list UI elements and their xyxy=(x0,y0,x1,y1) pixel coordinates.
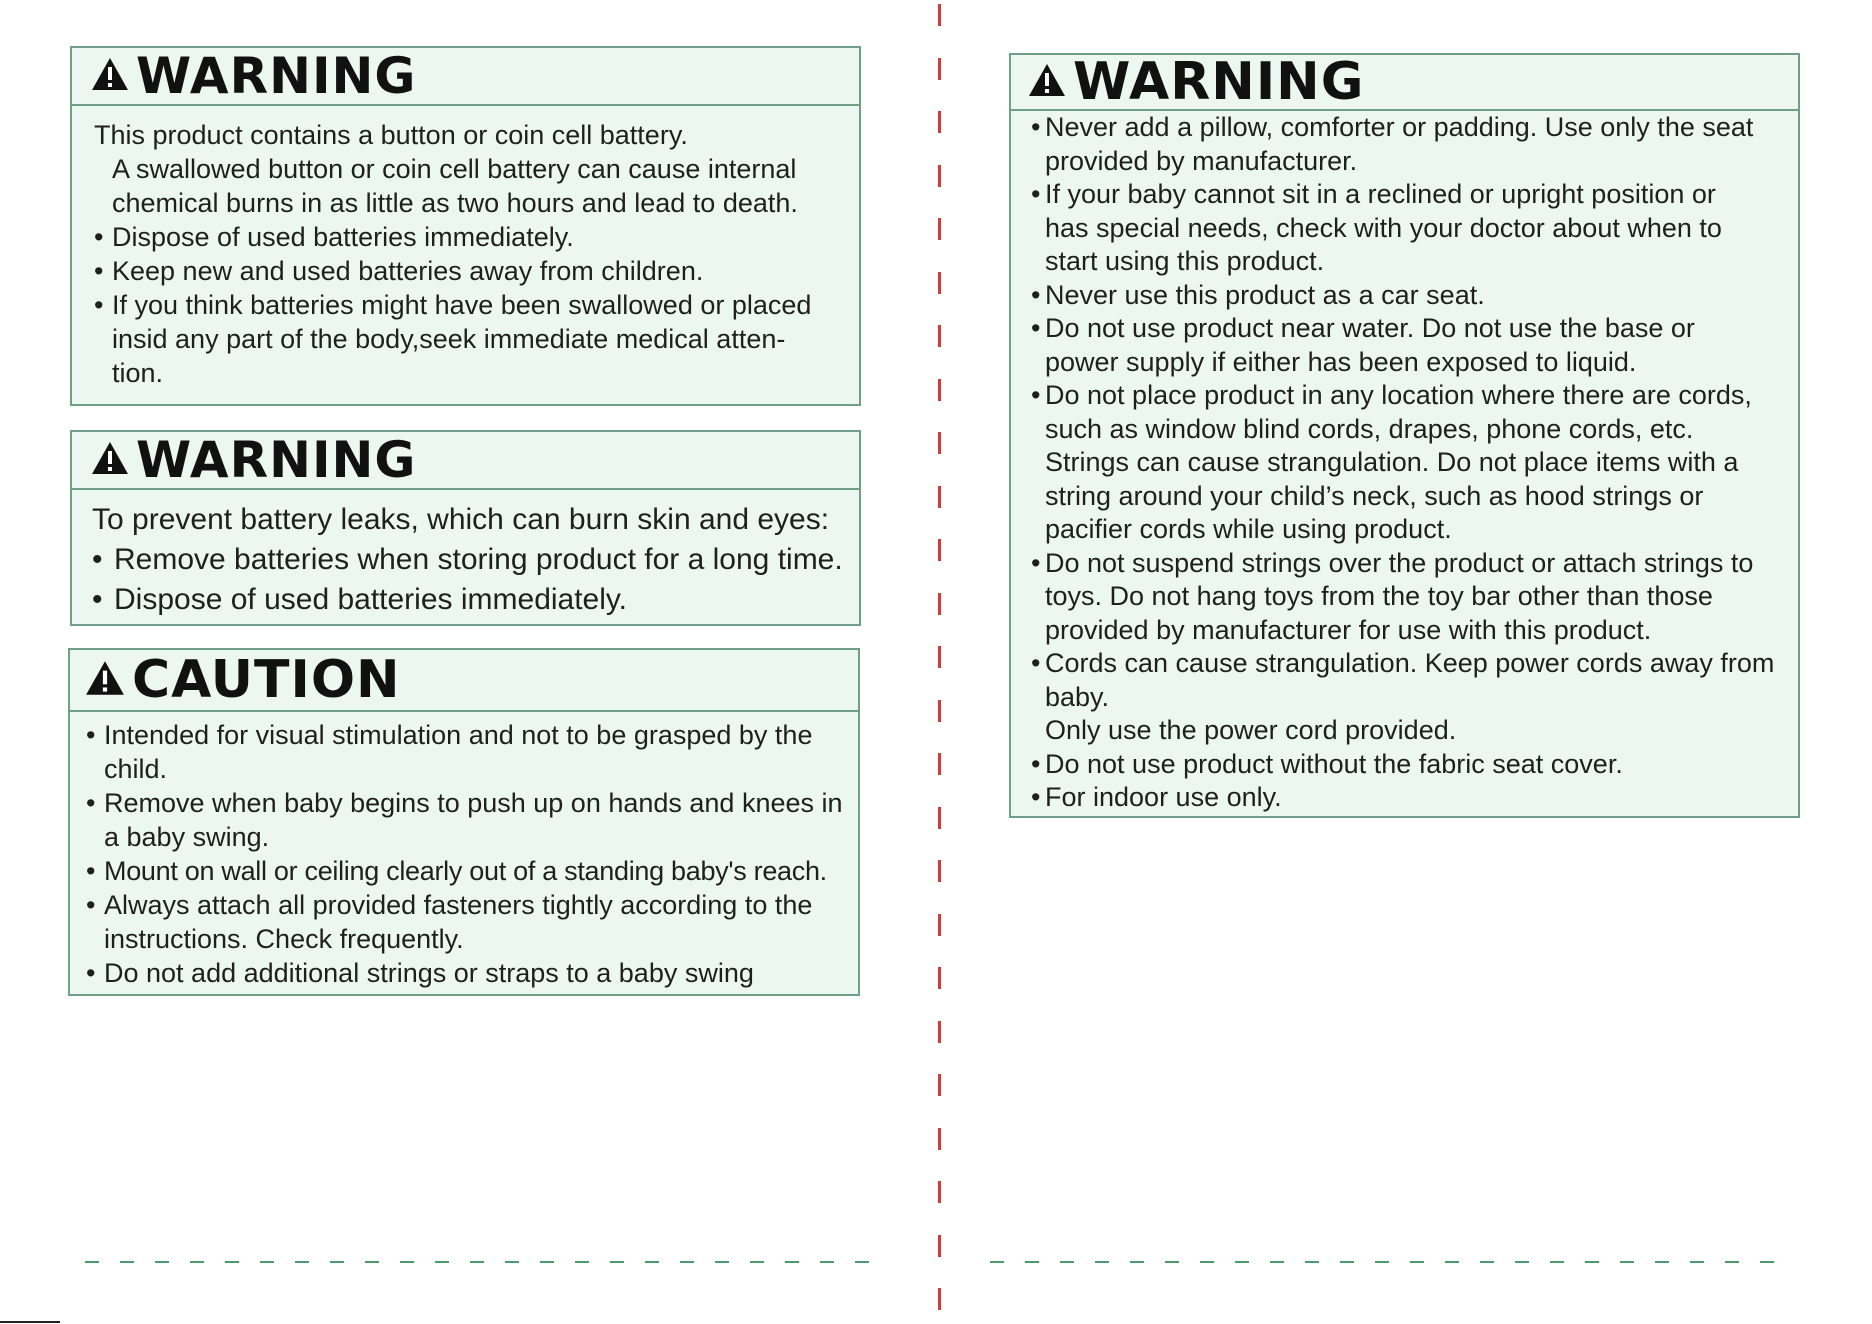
warning-title: WARNING xyxy=(136,431,417,489)
cut-line-dash xyxy=(85,1261,99,1263)
list-item-text: has special needs, check with your doctor about when to xyxy=(1045,212,1722,243)
cut-line-dash xyxy=(1515,1261,1529,1263)
cut-line-dash xyxy=(680,1261,694,1263)
list-item-text: Strings can cause strangulation. Do not place items with a xyxy=(1045,447,1739,477)
fold-line-dash xyxy=(938,486,941,508)
fold-line-dash xyxy=(938,1074,941,1096)
list-item: • Keep new and used batteries away from children. xyxy=(94,254,859,288)
cut-line-dash xyxy=(785,1261,799,1263)
warning-body xyxy=(1011,111,1798,815)
list-item: • Dispose of used batteries immediately. xyxy=(94,220,859,254)
cut-line-dash xyxy=(1375,1261,1389,1263)
fold-line-dash xyxy=(938,914,941,936)
list-item: • If you think batteries might have been swallowed or placed insid any part of the body,seek immediate medical atten- tion. xyxy=(94,288,859,390)
warning-body xyxy=(72,106,859,390)
caution-title: CAUTION xyxy=(132,650,401,710)
list-item-text: Remove batteries when storing product for a long time. xyxy=(114,543,843,576)
fold-line-dash xyxy=(938,593,941,615)
cut-line-dash xyxy=(225,1261,239,1263)
cut-line-dash xyxy=(540,1261,554,1263)
list-item: • Never add a pillow, comforter or padding. Use only the seat provided by manufacturer. xyxy=(1031,111,1798,178)
list-item-text: insid any part of the body,seek immediate medical atten- xyxy=(112,324,786,354)
cut-line-dash xyxy=(1725,1261,1739,1263)
list-item-text: string around your child’s neck, such as hood strings or xyxy=(1045,480,1704,511)
list-item: • Do not use product near water. Do not use the base or power supply if either has been exposed to liquid. xyxy=(1031,312,1798,379)
warning-triangle-icon xyxy=(90,56,130,97)
list-item-text: Do not suspend strings over the product or attach strings to xyxy=(1045,547,1754,578)
cut-line-dash xyxy=(715,1261,729,1263)
list-item-text: such as window blind cords, drapes, phone cords, etc. xyxy=(1045,413,1694,444)
list-item: • Mount on wall or ceiling clearly out of a standing baby's reach. xyxy=(86,854,858,888)
list-item-text: Dispose of used batteries immediately. xyxy=(114,583,628,616)
warning-triangle-icon xyxy=(1027,62,1067,103)
fold-line-dash xyxy=(938,807,941,829)
cut-line-dash xyxy=(1655,1261,1669,1263)
list-item-text: Do not place product in any location where there are cords, xyxy=(1045,380,1752,410)
list-item-text: Intended for visual stimulation and not to be grasped by the xyxy=(104,720,813,750)
corner-mark xyxy=(0,1321,60,1323)
caution-box xyxy=(68,648,860,996)
warning-triangle-icon xyxy=(84,659,126,702)
list-item-text: pacifier cords while using product. xyxy=(1045,514,1452,544)
list-item-text: provided by manufacturer for use with this product. xyxy=(1045,614,1652,645)
list-item-text: Dispose of used batteries immediately. xyxy=(112,222,574,252)
cut-line-dash xyxy=(1550,1261,1564,1263)
cut-line-dash xyxy=(855,1261,869,1263)
list-item-text: baby. xyxy=(1045,681,1110,712)
cut-line-dash xyxy=(1480,1261,1494,1263)
battery-leak-warning-box xyxy=(70,430,861,626)
cut-line-dash xyxy=(330,1261,344,1263)
list-item: • Dispose of used batteries immediately. xyxy=(92,580,859,620)
list-item-text: toys. Do not hang toys from the toy bar other than those xyxy=(1045,581,1713,611)
cut-line-dash xyxy=(1095,1261,1109,1263)
fold-line-dash xyxy=(938,1128,941,1150)
list-item-text: Keep new and used batteries away from children. xyxy=(112,256,704,286)
fold-line-dash xyxy=(938,1021,941,1043)
list-item: • Do not place product in any location where there are cords, such as window blind cords, drapes, phone cords, etc. Strings can cause strangulation. Do not place items with a string around your child’s neck, such as hood strings or pacifier cords while using product. xyxy=(1031,379,1798,547)
fold-line-dash xyxy=(938,165,941,187)
intro-continuation: A swallowed button or coin cell battery can cause internal xyxy=(112,154,797,184)
fold-line-dash xyxy=(938,700,941,722)
warning-triangle-icon xyxy=(90,440,130,481)
cut-line-dash xyxy=(1060,1261,1074,1263)
cut-line-dash xyxy=(1305,1261,1319,1263)
cut-line-dash xyxy=(575,1261,589,1263)
list-item-text: Remove when baby begins to push up on hands and knees in xyxy=(104,788,843,818)
list-item-text: If your baby cannot sit in a reclined or upright position or xyxy=(1045,179,1716,209)
cut-line-dash xyxy=(400,1261,414,1263)
cut-line-dash xyxy=(260,1261,274,1263)
warning-header xyxy=(72,432,859,490)
list-item-text: power supply if either has been exposed to liquid. xyxy=(1045,346,1637,377)
list-item-text: Never use this product as a car seat. xyxy=(1045,279,1485,310)
cut-line-dash xyxy=(1165,1261,1179,1263)
cut-line-dash xyxy=(1130,1261,1144,1263)
cut-line-dash xyxy=(990,1261,1004,1263)
fold-line-dash xyxy=(938,4,941,26)
cut-line-dash xyxy=(190,1261,204,1263)
cut-line-dash xyxy=(1445,1261,1459,1263)
fold-line-dash xyxy=(938,1288,941,1310)
fold-line-dash xyxy=(938,58,941,80)
cut-line-dash xyxy=(1760,1261,1774,1263)
list-item-text: provided by manufacturer. xyxy=(1045,145,1358,176)
fold-line-dash xyxy=(938,539,941,561)
list-item: • Remove when baby begins to push up on hands and knees in a baby swing. xyxy=(86,786,858,854)
fold-line-dash xyxy=(938,272,941,294)
list-item-text: tion. xyxy=(112,358,164,388)
list-item: • If your baby cannot sit in a reclined or upright position or has special needs, check with your doctor about when to start using this product. xyxy=(1031,178,1798,279)
list-item-text: Never add a pillow, comforter or padding. Use only the seat xyxy=(1045,112,1754,142)
fold-line-dash xyxy=(938,646,941,668)
warning-title: WARNING xyxy=(136,47,417,105)
list-item-text: child. xyxy=(104,754,168,784)
warning-title: WARNING xyxy=(1073,52,1365,112)
fold-line-dash xyxy=(938,753,941,775)
caution-header xyxy=(70,650,858,712)
cut-line-dash xyxy=(1410,1261,1424,1263)
fold-line-dash xyxy=(938,967,941,989)
fold-line-dash xyxy=(938,218,941,240)
intro-continuation: chemical burns in as little as two hours and lead to death. xyxy=(112,188,798,218)
list-item-text: Cords can cause strangulation. Keep power cords away from xyxy=(1045,648,1775,678)
list-item: • Do not suspend strings over the product or attach strings to toys. Do not hang toys from the toy bar other than those provided by manufacturer for use with this product. xyxy=(1031,547,1798,648)
cut-line-dash xyxy=(155,1261,169,1263)
fold-line-dash xyxy=(938,111,941,133)
fold-line-dash xyxy=(938,860,941,882)
cut-line-dash xyxy=(645,1261,659,1263)
cut-line-dash xyxy=(435,1261,449,1263)
list-item-text: If you think batteries might have been swallowed or placed xyxy=(112,290,812,320)
cut-line-dash xyxy=(1235,1261,1249,1263)
fold-line-dash xyxy=(938,1235,941,1257)
list-item-text: Do not use product without the fabric seat cover. xyxy=(1045,748,1623,779)
list-item-text: Mount on wall or ceiling clearly out of a standing baby's reach. xyxy=(104,856,827,886)
list-item: • Cords can cause strangulation. Keep power cords away from baby. Only use the power cord provided. xyxy=(1031,647,1798,748)
warning-header xyxy=(1011,52,1798,112)
cut-line-dash xyxy=(295,1261,309,1263)
intro-text: This product contains a button or coin cell battery. xyxy=(94,120,688,150)
intro-text: To prevent battery leaks, which can burn skin and eyes: xyxy=(92,503,830,536)
cut-line-dash xyxy=(1025,1261,1039,1263)
battery-warning-box xyxy=(70,46,861,406)
list-item: • Remove batteries when storing product for a long time. xyxy=(92,540,859,580)
fold-line-dash xyxy=(938,379,941,401)
list-item-text: Do not use product near water. Do not use the base or xyxy=(1045,313,1695,343)
list-item: • Do not add additional strings or straps to a baby swing xyxy=(86,956,858,990)
cut-line-dash xyxy=(120,1261,134,1263)
cut-line-dash xyxy=(610,1261,624,1263)
fold-line-dash xyxy=(938,1181,941,1203)
fold-line-dash xyxy=(938,325,941,347)
cut-line-dash xyxy=(750,1261,764,1263)
cut-line-dash xyxy=(1690,1261,1704,1263)
list-item: • Never use this product as a car seat. xyxy=(1031,279,1798,313)
cut-line-dash xyxy=(470,1261,484,1263)
list-item-text: For indoor use only. xyxy=(1045,782,1282,812)
warning-header xyxy=(72,48,859,106)
cut-line-dash xyxy=(820,1261,834,1263)
cut-line-dash xyxy=(1270,1261,1284,1263)
product-use-warning-box xyxy=(1009,53,1800,818)
list-item-text: Do not add additional strings or straps to a baby swing xyxy=(104,958,754,988)
fold-line-dash xyxy=(938,432,941,454)
cut-line-dash xyxy=(1200,1261,1214,1263)
list-item: • For indoor use only. xyxy=(1031,781,1798,815)
list-item: • Do not use product without the fabric seat cover. xyxy=(1031,748,1798,782)
cut-line-dash xyxy=(505,1261,519,1263)
list-item-text: Only use the power cord provided. xyxy=(1045,715,1457,745)
cut-line-dash xyxy=(1585,1261,1599,1263)
cut-line-dash xyxy=(1340,1261,1354,1263)
caution-body xyxy=(70,712,858,990)
list-item-text: instructions. Check frequently. xyxy=(104,924,464,954)
list-item: • Always attach all provided fasteners tightly according to the instructions. Check frequently. xyxy=(86,888,858,956)
list-item-text: a baby swing. xyxy=(104,822,270,852)
list-item-text: Always attach all provided fasteners tightly according to the xyxy=(104,890,813,920)
list-item-text: start using this product. xyxy=(1045,246,1325,276)
cut-line-dash xyxy=(1620,1261,1634,1263)
list-item: • Intended for visual stimulation and not to be grasped by the child. xyxy=(86,718,858,786)
cut-line-dash xyxy=(365,1261,379,1263)
warning-body xyxy=(72,490,859,620)
